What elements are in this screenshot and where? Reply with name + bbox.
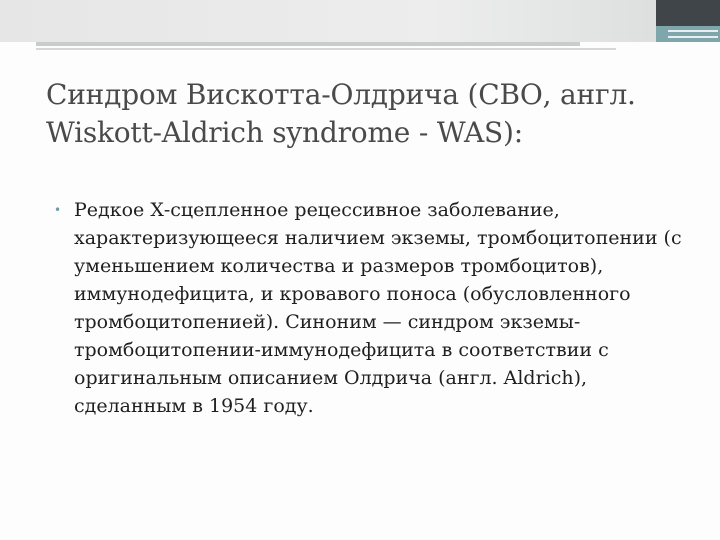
bullet-icon: • [54, 203, 62, 217]
accent-line [668, 36, 718, 38]
slide-title: Синдром Вискотта-Олдрича (СВО, англ. Wiskott-Aldrich syndrome - WAS): [46, 78, 636, 149]
header-divider-thin [36, 48, 616, 50]
slide-body [54, 196, 694, 420]
header-corner-accent-block [656, 26, 720, 42]
bullet-text: Редкое Х-сцепленное рецессивное заболевание, характеризующееся наличием экземы, тромбоцитопении (с уменьшением количества и размеров тромбоцитов), иммунодефицита, и кровавого поноса (обусловленного тромбоцитопенией). Синоним — синдром экземы-тромбоцитопении-иммунодефицита в соответствии с оригинальным описанием Олдрича (англ. Aldrich), сделанным в 1954 году. [74, 199, 682, 417]
header-band [0, 0, 720, 42]
accent-line [668, 30, 718, 32]
header-corner-dark-block [656, 0, 720, 26]
header-divider [36, 42, 580, 46]
bullet-item [54, 196, 694, 420]
